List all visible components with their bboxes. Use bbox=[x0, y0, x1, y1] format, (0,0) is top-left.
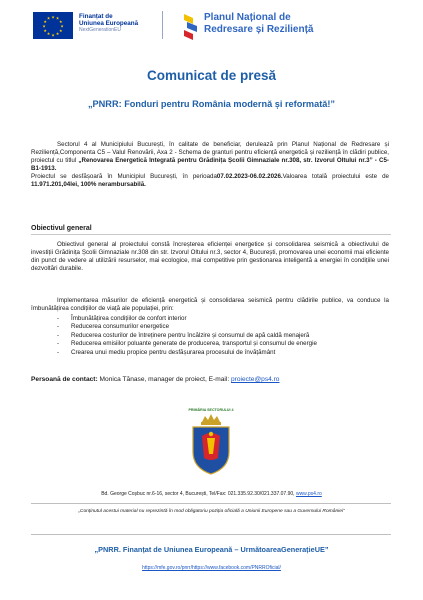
footer-divider-bottom bbox=[31, 534, 391, 535]
footer-links[interactable]: https://mfe.gov.ro/pnrr/https://www.facebook.com/PNRROficial/ bbox=[142, 565, 281, 571]
intro-text-2: Proiectul se desfășoară în Municipiul București, în perioada bbox=[31, 172, 217, 180]
pnrr-logo-line1: Planul Național de bbox=[204, 12, 291, 23]
contact-email-link[interactable]: proiecte@ps4.ro bbox=[231, 376, 280, 383]
svg-text:★: ★ bbox=[46, 15, 51, 21]
intro-text-1: Sectorul 4 al Municipiului București, în calitate de beneficiar, derulează prin Planul Național de Redresare și Reziliență,Componenta C5 – Valul Renovării, Axa 2 - Schema de granturi pentru eficiență energetică și reziliență în clădiri publice, proiectul cu titlul bbox=[31, 141, 389, 164]
eu-logo-line2: Uniunea Europeană bbox=[79, 20, 139, 28]
objective-paragraph bbox=[31, 241, 389, 273]
project-period: 07.02.2023-06.02.2026. bbox=[216, 172, 283, 180]
svg-text:★: ★ bbox=[46, 31, 51, 37]
pnrr-mark-icon bbox=[184, 12, 198, 40]
svg-text:★: ★ bbox=[55, 31, 60, 37]
footer-motto: „PNRR. Finanțat de Uniunea Europeană – UrmătoareaGenerațieUE” bbox=[94, 545, 329, 554]
pnrr-logo bbox=[184, 12, 314, 40]
list-item: - Reducerea emisiilor poluante generate de producerea, transportul și consumul de energie bbox=[57, 340, 317, 348]
objective-text: Obiectivul general al proiectului constă încreșterea eficienței energetice și consolidarea seismică a obiectivului de investiții Grădinița Școlii Gimnaziale nr.308 din str. Izvorul Oltului nr.3, sector 4, București, promovarea unei economii mai eficiente din punct de vedere al utilizării resurselor, mai ecologice, mai competitive prin gestionarea inteligentă a energiei în condițiile unei dezvoltări durabile. bbox=[31, 241, 389, 272]
list-item: - Reducerea consumurilor energetice bbox=[57, 323, 170, 331]
svg-text:★: ★ bbox=[42, 23, 46, 29]
contact-line bbox=[31, 376, 279, 383]
svg-text:★: ★ bbox=[51, 14, 55, 20]
eu-logo-nextgen: NextGenerationEU bbox=[79, 27, 121, 34]
contact-name: Monica Tănase, manager de proiect, E-mail: bbox=[97, 376, 231, 383]
svg-text:★: ★ bbox=[51, 32, 55, 38]
eu-logo-line1: Finanțat de bbox=[79, 13, 113, 20]
svg-text:★: ★ bbox=[43, 27, 48, 33]
svg-text:★: ★ bbox=[60, 23, 64, 29]
logo-divider bbox=[162, 11, 163, 39]
benefits-list bbox=[57, 315, 392, 357]
crest-caption: PRIMĂRIA SECTORULUI 4 bbox=[188, 408, 234, 412]
page-title: Comunicat de presă bbox=[146, 68, 277, 83]
address-line bbox=[0, 491, 423, 497]
address-text: Bd. George Coșbuc nr.6-16, sector 4, București, Tel/Fax: 021.335.92.30/021.337.07.90, bbox=[101, 491, 296, 497]
list-item: - Crearea unui mediu propice pentru desfășurarea procesului de învățământ bbox=[57, 348, 276, 356]
project-title: „Renovarea Energetică Integrată pentru Grădinița Școlii Gimnaziale nr.308, str. Izvorul Oltului nr.3” - C5-B1-1913. bbox=[31, 156, 389, 172]
contact-label: Persoană de contact: bbox=[31, 376, 98, 383]
sector4-coat-of-arms-icon bbox=[183, 408, 239, 476]
eu-funding-logo bbox=[33, 12, 138, 39]
measures-intro: Implementarea măsurilor de eficiență energetică și consolidarea seismică pentru clădirile publice, va conduce la îmbunătățirea condițiilor de viață ale populației, prin: bbox=[31, 297, 389, 312]
website-link[interactable]: www.ps4.ro bbox=[295, 491, 322, 497]
list-item: - Reducerea costurilor de întreținere pentru încălzire și consumul de apă caldă menajeră bbox=[57, 331, 310, 339]
footer-divider-top bbox=[31, 503, 391, 504]
project-value: 11.971.201,04lei, 100% nerambursabilă. bbox=[31, 180, 146, 188]
section-divider bbox=[31, 234, 391, 235]
intro-text-3: Valoarea totală proiectului este de bbox=[282, 172, 389, 180]
measures-paragraph bbox=[31, 297, 389, 313]
eu-flag-icon bbox=[33, 12, 73, 39]
list-item: - Îmbunătățirea condițiilor de confort interior bbox=[57, 315, 187, 322]
objective-heading: Obiectivul general bbox=[31, 225, 92, 232]
svg-text:★: ★ bbox=[55, 15, 60, 21]
page-subtitle: „PNRR: Fonduri pentru România modernă și reformată!” bbox=[87, 99, 336, 109]
disclaimer-text: „Conținutul acestui material nu reprezintă în mod obligatoriu poziția oficială a Uniunii Europene sau a Guvernului României” bbox=[78, 509, 345, 514]
svg-text:★: ★ bbox=[58, 18, 63, 24]
pnrr-logo-line2: Redresare și Reziliență bbox=[204, 24, 314, 35]
intro-paragraph bbox=[31, 141, 389, 188]
svg-text:★: ★ bbox=[58, 27, 63, 33]
svg-text:★: ★ bbox=[43, 18, 48, 24]
